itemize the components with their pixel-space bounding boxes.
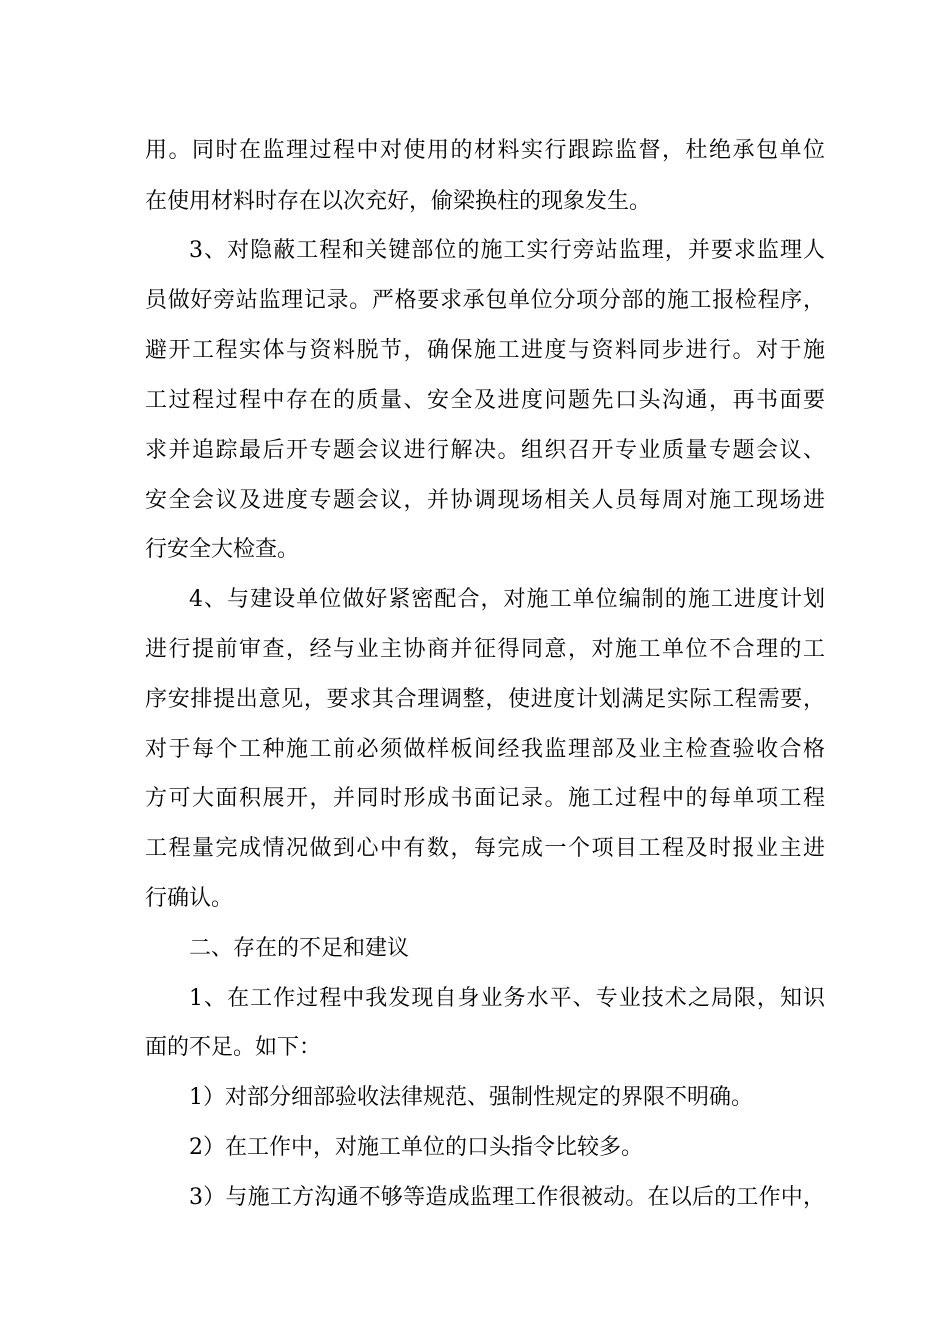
text-line: 工程量完成情况做到心中有数，每完成一个项目工程及时报业主进 [145,836,825,861]
text-line: 避开工程实体与资料脱节，确保施工进度与资料同步进行。对于施 [145,338,825,363]
paragraph-start-line: 3、对隐蔽工程和关键部位的施工实行旁站监理，并要求监理人 [189,238,825,263]
text-line: 求并追踪最后开专题会议进行解决。组织召开专业质量专题会议、 [145,438,825,463]
text-line: 序安排提出意见，要求其合理调整，使进度计划满足实际工程需要， [145,687,825,712]
text-line: 进行提前审查，经与业主协商并征得同意，对施工单位不合理的工 [145,637,825,662]
text-line: 员做好旁站监理记录。严格要求承包单位分项分部的施工报检程序， [145,288,825,313]
section-heading: 二、存在的不足和建议 [189,936,410,961]
text-line: 在使用材料时存在以次充好，偷梁换柱的现象发生。 [145,189,652,214]
text-line: 面的不足。如下： [145,1035,322,1060]
text-line: 行确认。 [145,886,234,911]
text-line: 对于每个工种施工前必须做样板间经我监理部及业主检查验收合格 [145,737,825,762]
list-item: 3）与施工方沟通不够等造成监理工作很被动。在以后的工作中， [189,1185,825,1210]
paragraph-start-line: 4、与建设单位做好紧密配合，对施工单位编制的施工进度计划 [189,587,825,612]
list-item: 2）在工作中，对施工单位的口头指令比较多。 [189,1135,643,1160]
text-line: 安全会议及进度专题会议，并协调现场相关人员每周对施工现场进 [145,488,825,513]
list-item: 1）对部分细部验收法律规范、强制性规定的界限不明确。 [189,1085,753,1110]
text-line: 行安全大检查。 [145,537,300,562]
paragraph-start-line: 1、在工作过程中我发现自身业务水平、专业技术之局限，知识 [189,986,825,1011]
text-line: 工过程过程中存在的质量、安全及进度问题先口头沟通，再书面要 [145,388,825,413]
text-line: 方可大面积展开，并同时形成书面记录。施工过程中的每单项工程 [145,786,825,811]
text-line: 用。同时在监理过程中对使用的材料实行跟踪监督，杜绝承包单位 [145,138,825,163]
